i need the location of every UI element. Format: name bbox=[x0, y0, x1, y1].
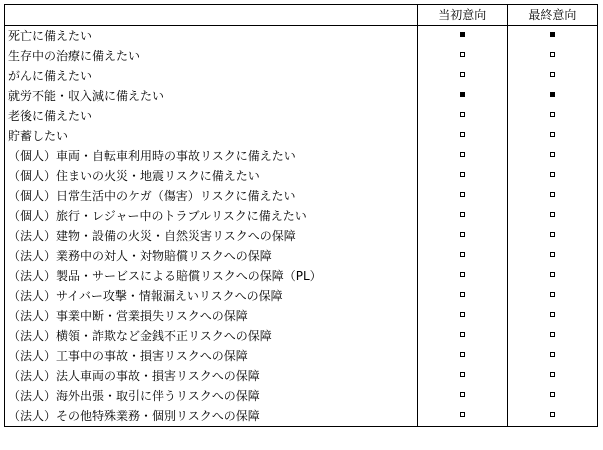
empty-square-icon[interactable] bbox=[460, 292, 465, 297]
header-initial-intent: 当初意向 bbox=[417, 5, 507, 26]
row-label: （個人）車両・自転車利用時の事故リスクに備えたい bbox=[5, 146, 418, 166]
empty-square-icon[interactable] bbox=[550, 132, 555, 137]
final-intent-cell bbox=[507, 146, 597, 166]
empty-square-icon[interactable] bbox=[550, 72, 555, 77]
final-intent-cell bbox=[507, 66, 597, 86]
empty-square-icon[interactable] bbox=[460, 372, 465, 377]
final-intent-cell bbox=[507, 346, 597, 366]
row-label: （法人）サイバー攻撃・情報漏えいリスクへの保障 bbox=[5, 286, 418, 306]
header-row bbox=[5, 5, 598, 26]
empty-square-icon[interactable] bbox=[550, 152, 555, 157]
header-label-column bbox=[5, 5, 418, 26]
table-row bbox=[5, 286, 598, 306]
empty-square-icon[interactable] bbox=[460, 352, 465, 357]
table-row bbox=[5, 106, 598, 126]
empty-square-icon[interactable] bbox=[550, 252, 555, 257]
table-row bbox=[5, 226, 598, 246]
initial-intent-cell bbox=[417, 126, 507, 146]
empty-square-icon[interactable] bbox=[550, 392, 555, 397]
empty-square-icon[interactable] bbox=[550, 52, 555, 57]
row-label: （個人）住まいの火災・地震リスクに備えたい bbox=[5, 166, 418, 186]
empty-square-icon[interactable] bbox=[550, 352, 555, 357]
initial-intent-cell bbox=[417, 366, 507, 386]
empty-square-icon[interactable] bbox=[460, 192, 465, 197]
initial-intent-cell bbox=[417, 186, 507, 206]
initial-intent-cell bbox=[417, 406, 507, 427]
final-intent-cell bbox=[507, 246, 597, 266]
initial-intent-cell bbox=[417, 346, 507, 366]
initial-intent-cell bbox=[417, 146, 507, 166]
checked-square-icon[interactable] bbox=[550, 32, 555, 37]
empty-square-icon[interactable] bbox=[550, 372, 555, 377]
table-row bbox=[5, 326, 598, 346]
final-intent-cell bbox=[507, 186, 597, 206]
empty-square-icon[interactable] bbox=[460, 252, 465, 257]
final-intent-cell bbox=[507, 86, 597, 106]
row-label: 就労不能・収入減に備えたい bbox=[5, 86, 418, 106]
table-row bbox=[5, 186, 598, 206]
table-row bbox=[5, 46, 598, 66]
row-label: （法人）業務中の対人・対物賠償リスクへの保障 bbox=[5, 246, 418, 266]
empty-square-icon[interactable] bbox=[550, 272, 555, 277]
empty-square-icon[interactable] bbox=[550, 332, 555, 337]
checked-square-icon[interactable] bbox=[460, 32, 465, 37]
table-row bbox=[5, 266, 598, 286]
initial-intent-cell bbox=[417, 66, 507, 86]
initial-intent-cell bbox=[417, 286, 507, 306]
row-label: （個人）旅行・レジャー中のトラブルリスクに備えたい bbox=[5, 206, 418, 226]
table-row bbox=[5, 146, 598, 166]
checked-square-icon[interactable] bbox=[460, 92, 465, 97]
initial-intent-cell bbox=[417, 226, 507, 246]
empty-square-icon[interactable] bbox=[550, 172, 555, 177]
final-intent-cell bbox=[507, 26, 597, 47]
row-label: がんに備えたい bbox=[5, 66, 418, 86]
empty-square-icon[interactable] bbox=[460, 172, 465, 177]
empty-square-icon[interactable] bbox=[550, 212, 555, 217]
empty-square-icon[interactable] bbox=[550, 312, 555, 317]
table-row bbox=[5, 346, 598, 366]
row-label: （法人）横領・詐欺など金銭不正リスクへの保障 bbox=[5, 326, 418, 346]
table-header bbox=[5, 5, 598, 26]
row-label: （法人）工事中の事故・損害リスクへの保障 bbox=[5, 346, 418, 366]
table-row bbox=[5, 26, 598, 47]
empty-square-icon[interactable] bbox=[460, 132, 465, 137]
table-row bbox=[5, 66, 598, 86]
empty-square-icon[interactable] bbox=[550, 192, 555, 197]
row-label: （法人）その他特殊業務・個別リスクへの保障 bbox=[5, 406, 418, 427]
row-label: （法人）建物・設備の火災・自然災害リスクへの保障 bbox=[5, 226, 418, 246]
final-intent-cell bbox=[507, 286, 597, 306]
initial-intent-cell bbox=[417, 246, 507, 266]
initial-intent-cell bbox=[417, 386, 507, 406]
table-body bbox=[5, 26, 598, 427]
initial-intent-cell bbox=[417, 26, 507, 47]
final-intent-cell bbox=[507, 266, 597, 286]
initial-intent-cell bbox=[417, 166, 507, 186]
final-intent-cell bbox=[507, 206, 597, 226]
final-intent-cell bbox=[507, 366, 597, 386]
table-row bbox=[5, 246, 598, 266]
row-label: （個人）日常生活中のケガ（傷害）リスクに備えたい bbox=[5, 186, 418, 206]
final-intent-cell bbox=[507, 406, 597, 427]
table-row bbox=[5, 306, 598, 326]
row-label: （法人）法人車両の事故・損害リスクへの保障 bbox=[5, 366, 418, 386]
final-intent-cell bbox=[507, 326, 597, 346]
initial-intent-cell bbox=[417, 46, 507, 66]
initial-intent-cell bbox=[417, 206, 507, 226]
final-intent-cell bbox=[507, 46, 597, 66]
initial-intent-cell bbox=[417, 326, 507, 346]
initial-intent-cell bbox=[417, 306, 507, 326]
row-label: 生存中の治療に備えたい bbox=[5, 46, 418, 66]
header-final-intent: 最終意向 bbox=[507, 5, 597, 26]
empty-square-icon[interactable] bbox=[460, 152, 465, 157]
empty-square-icon[interactable] bbox=[460, 72, 465, 77]
row-label: 貯蓄したい bbox=[5, 126, 418, 146]
table-row bbox=[5, 206, 598, 226]
empty-square-icon[interactable] bbox=[460, 412, 465, 417]
final-intent-cell bbox=[507, 126, 597, 146]
intent-table bbox=[4, 4, 598, 427]
initial-intent-cell bbox=[417, 266, 507, 286]
final-intent-cell bbox=[507, 386, 597, 406]
table-row bbox=[5, 366, 598, 386]
empty-square-icon[interactable] bbox=[460, 52, 465, 57]
empty-square-icon[interactable] bbox=[550, 412, 555, 417]
final-intent-cell bbox=[507, 306, 597, 326]
row-label: （法人）事業中断・営業損失リスクへの保障 bbox=[5, 306, 418, 326]
initial-intent-cell bbox=[417, 86, 507, 106]
empty-square-icon[interactable] bbox=[460, 332, 465, 337]
empty-square-icon[interactable] bbox=[460, 212, 465, 217]
checked-square-icon[interactable] bbox=[550, 92, 555, 97]
empty-square-icon[interactable] bbox=[460, 112, 465, 117]
empty-square-icon[interactable] bbox=[550, 112, 555, 117]
row-label: 老後に備えたい bbox=[5, 106, 418, 126]
empty-square-icon[interactable] bbox=[460, 392, 465, 397]
final-intent-cell bbox=[507, 226, 597, 246]
row-label: 死亡に備えたい bbox=[5, 26, 418, 47]
table-row bbox=[5, 406, 598, 427]
empty-square-icon[interactable] bbox=[460, 312, 465, 317]
empty-square-icon[interactable] bbox=[550, 232, 555, 237]
row-label: （法人）海外出張・取引に伴うリスクへの保障 bbox=[5, 386, 418, 406]
final-intent-cell bbox=[507, 106, 597, 126]
table-row bbox=[5, 386, 598, 406]
table-row bbox=[5, 126, 598, 146]
row-label: （法人）製品・サービスによる賠償リスクへの保障（PL） bbox=[5, 266, 418, 286]
table-row bbox=[5, 86, 598, 106]
final-intent-cell bbox=[507, 166, 597, 186]
empty-square-icon[interactable] bbox=[460, 272, 465, 277]
table-row bbox=[5, 166, 598, 186]
initial-intent-cell bbox=[417, 106, 507, 126]
empty-square-icon[interactable] bbox=[460, 232, 465, 237]
empty-square-icon[interactable] bbox=[550, 292, 555, 297]
